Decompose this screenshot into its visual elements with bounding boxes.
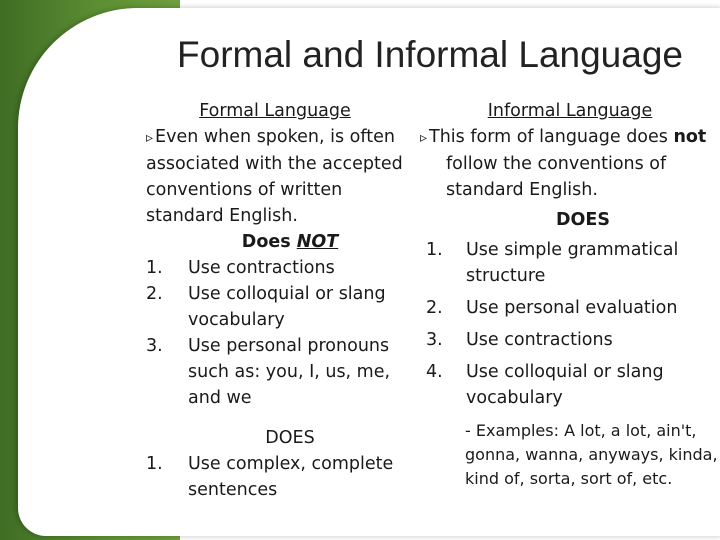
list-item bbox=[146, 281, 404, 333]
informal-examples: - Examples: A lot, a lot, ain't, gonna, wanna, anyways, kinda, kind of, sorta, sort of, etc. bbox=[465, 421, 718, 488]
list-item bbox=[146, 255, 404, 281]
formal-heading: Formal Language bbox=[199, 101, 351, 121]
does-not-word: NOT bbox=[296, 232, 339, 252]
formal-column bbox=[146, 98, 404, 503]
list-number: 2. bbox=[146, 284, 163, 304]
formal-intro bbox=[146, 124, 404, 229]
list-number: 3. bbox=[426, 330, 443, 350]
list-item bbox=[420, 295, 720, 321]
list-number: 1. bbox=[426, 240, 443, 260]
list-text: Use colloquial or slang vocabulary bbox=[188, 284, 386, 330]
list-text: Use simple grammatical structure bbox=[466, 240, 679, 286]
informal-does-heading: DOES bbox=[556, 210, 610, 230]
list-text: Use contractions bbox=[188, 258, 335, 278]
list-text: Use personal pronouns such as: you, I, us, me, and we bbox=[188, 336, 391, 408]
list-text: Use personal evaluation bbox=[466, 298, 678, 318]
list-text: Use contractions bbox=[466, 330, 613, 350]
list-number: 2. bbox=[426, 298, 443, 318]
does-not-heading bbox=[176, 229, 404, 255]
list-text: Use colloquial or slang vocabulary bbox=[466, 362, 664, 408]
list-item bbox=[420, 237, 720, 289]
list-number: 3. bbox=[146, 336, 163, 356]
does-not-prefix: Does bbox=[241, 232, 297, 252]
informal-intro-bold: not bbox=[673, 127, 707, 147]
slide-title: Formal and Informal Language bbox=[177, 34, 683, 75]
list-number: 1. bbox=[146, 454, 163, 474]
informal-heading: Informal Language bbox=[487, 101, 653, 121]
list-item bbox=[146, 451, 404, 503]
bullet-icon: ▹ bbox=[420, 130, 428, 146]
formal-intro-text: Even when spoken, is often associated with the accepted conventions of written standard English. bbox=[146, 127, 403, 226]
list-text: Use complex, complete sentences bbox=[188, 454, 394, 500]
list-number: 1. bbox=[146, 258, 163, 278]
list-number: 4. bbox=[426, 362, 443, 382]
informal-intro-prefix: This form of language does bbox=[429, 127, 674, 147]
informal-column bbox=[420, 98, 720, 491]
list-item bbox=[146, 333, 404, 411]
informal-intro bbox=[420, 124, 720, 203]
spacer bbox=[146, 411, 404, 425]
list-item bbox=[420, 327, 720, 353]
informal-intro-suffix: follow the conventions of standard English. bbox=[446, 154, 667, 200]
formal-does-heading: DOES bbox=[265, 428, 315, 448]
list-item bbox=[420, 359, 720, 411]
bullet-icon: ▹ bbox=[146, 130, 154, 146]
